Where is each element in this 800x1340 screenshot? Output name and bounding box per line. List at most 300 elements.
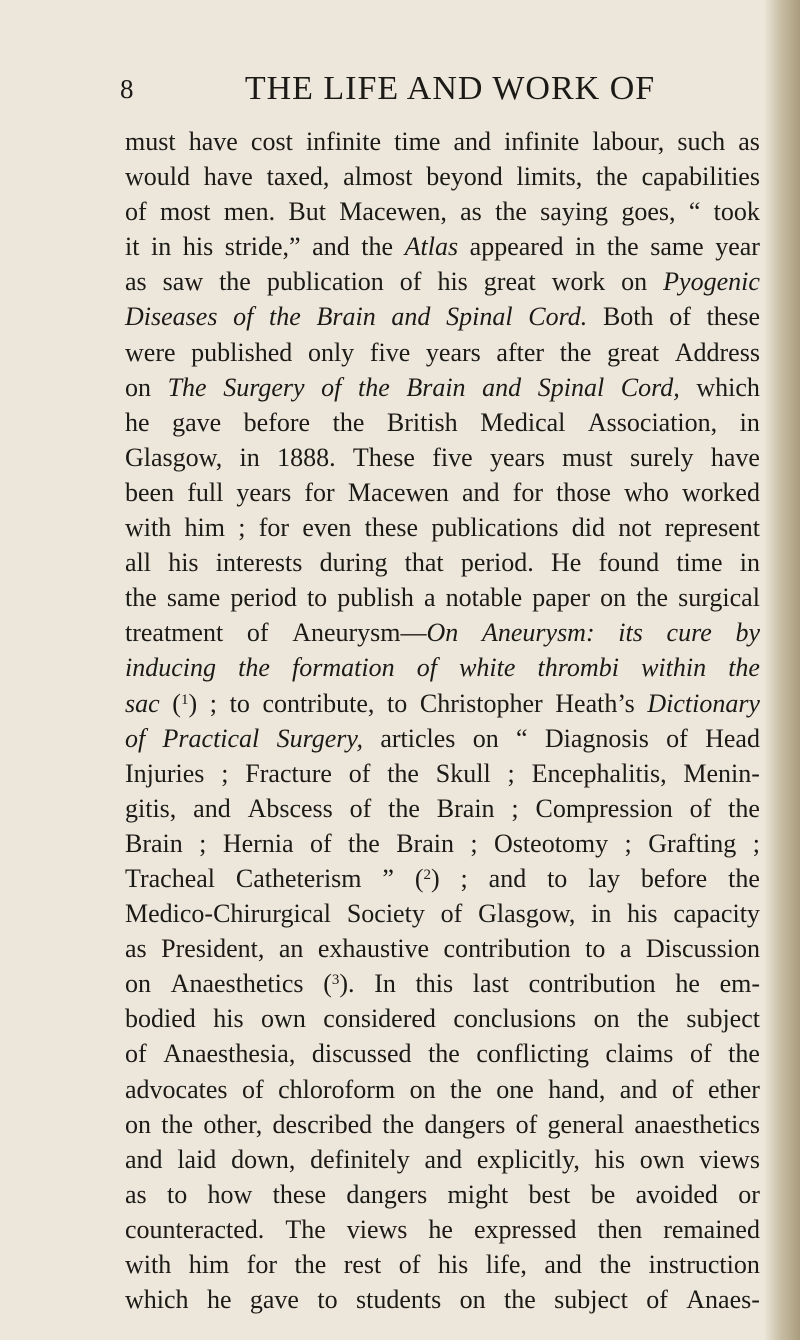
- word: [532, 580, 590, 615]
- word: [699, 1142, 760, 1177]
- text-line: [125, 1072, 760, 1107]
- word: [163, 264, 203, 299]
- word: [625, 826, 632, 861]
- word: [592, 124, 664, 159]
- word: [221, 756, 228, 791]
- text-fragment: during: [319, 548, 388, 578]
- text-fragment: Grafting: [648, 828, 737, 858]
- word: [208, 1177, 253, 1212]
- word: [151, 229, 171, 264]
- word: [125, 896, 331, 931]
- text-fragment: publication: [266, 267, 384, 297]
- text-fragment: the: [361, 232, 394, 262]
- text-fragment: considered: [323, 1004, 436, 1034]
- word: [172, 405, 221, 440]
- word: [496, 335, 544, 370]
- word: [279, 931, 304, 966]
- text-fragment: ;: [460, 863, 468, 893]
- word: [508, 756, 515, 791]
- word: [193, 791, 231, 826]
- page-number: 8: [120, 74, 134, 104]
- word: [607, 335, 659, 370]
- word: [348, 475, 449, 510]
- word: [125, 580, 157, 615]
- word: [277, 721, 363, 756]
- text-fragment: how: [207, 1179, 253, 1209]
- word: [125, 931, 147, 966]
- word: [304, 475, 334, 510]
- text-fragment: period.: [460, 548, 534, 578]
- text-fragment: must: [562, 442, 613, 472]
- text-fragment: remained: [663, 1214, 760, 1244]
- text-fragment: paper: [532, 583, 591, 613]
- text-fragment: his: [437, 267, 468, 297]
- word: [618, 510, 651, 545]
- word: [251, 124, 293, 159]
- word: [238, 510, 245, 545]
- text-line: [125, 791, 760, 826]
- text-fragment: Encephalitis,: [531, 758, 667, 788]
- text-fragment: surgical: [678, 583, 760, 613]
- text-fragment: appeared: [469, 232, 564, 262]
- italic-text: Surgery,: [276, 723, 364, 753]
- italic-text: of: [416, 653, 437, 683]
- word: [269, 299, 301, 334]
- text-fragment: have: [188, 127, 238, 156]
- word: [477, 1142, 580, 1177]
- text-fragment: which: [696, 372, 760, 402]
- word: [504, 1282, 536, 1317]
- word: [728, 1036, 760, 1071]
- word: [125, 1247, 171, 1282]
- word: [273, 1177, 326, 1212]
- text-fragment: must: [125, 127, 176, 156]
- text-fragment: and: [462, 477, 500, 507]
- italic-text: Dictionary: [647, 688, 760, 718]
- text-fragment: on: [125, 372, 151, 402]
- text-fragment: stride,”: [224, 232, 301, 262]
- word: [231, 1142, 295, 1177]
- italic-text: Spinal: [446, 302, 513, 332]
- text-fragment: and: [312, 232, 350, 262]
- text-fragment: bodied: [125, 1004, 196, 1034]
- word: [125, 335, 176, 370]
- text-fragment: the: [125, 583, 157, 613]
- word: [244, 405, 310, 440]
- word: [470, 826, 477, 861]
- word: [647, 686, 760, 721]
- word: [416, 966, 454, 1001]
- text-fragment: on: [621, 267, 648, 297]
- text-fragment: years: [425, 337, 481, 367]
- word: [125, 791, 176, 826]
- word: [187, 475, 223, 510]
- word: [682, 475, 760, 510]
- word: [224, 194, 275, 229]
- word: [740, 405, 760, 440]
- word: [406, 370, 465, 405]
- text-fragment: to: [317, 1285, 338, 1315]
- word: [250, 1282, 299, 1317]
- italic-text: Surgery: [223, 372, 305, 402]
- word: [675, 966, 700, 1001]
- text-fragment: (: [172, 688, 181, 718]
- word: [223, 826, 294, 861]
- text-fragment: have: [203, 162, 253, 192]
- word: [474, 1212, 577, 1247]
- text-fragment: published: [191, 337, 293, 367]
- text-fragment: on: [409, 1074, 436, 1104]
- word: [513, 475, 543, 510]
- word: [683, 756, 760, 791]
- italic-text: the: [269, 302, 301, 332]
- word: [599, 1247, 631, 1282]
- text-fragment: own: [261, 1004, 306, 1034]
- word: [554, 1282, 628, 1317]
- word: [666, 721, 688, 756]
- text-fragment: his: [213, 1004, 244, 1034]
- text-fragment: British: [386, 407, 458, 437]
- text-fragment: and: [424, 1144, 463, 1174]
- word: [230, 580, 296, 615]
- word: [247, 1247, 277, 1282]
- italic-text: and: [391, 302, 431, 332]
- word: [476, 1036, 589, 1071]
- word: [420, 686, 543, 721]
- word: [708, 1072, 760, 1107]
- text-fragment: Glasgow,: [478, 899, 576, 929]
- text-fragment: exhaustive: [317, 934, 430, 964]
- word: [486, 1247, 527, 1282]
- word: [248, 791, 333, 826]
- text-fragment: and: [453, 127, 492, 156]
- text-fragment: most: [159, 197, 211, 227]
- text-fragment: the: [504, 1285, 536, 1315]
- text-fragment: gave: [249, 1285, 299, 1315]
- word: [545, 721, 649, 756]
- text-line: [125, 580, 760, 615]
- italic-text: within: [641, 653, 707, 683]
- text-fragment: Head: [705, 723, 760, 753]
- text-fragment: “: [515, 723, 528, 753]
- text-fragment: Medical: [480, 407, 566, 437]
- word: [125, 229, 139, 264]
- word: [318, 931, 429, 966]
- word: [711, 440, 760, 475]
- word: [436, 756, 491, 791]
- word: [391, 299, 430, 334]
- text-fragment: might: [447, 1179, 509, 1209]
- text-fragment: surely: [630, 442, 694, 472]
- word: [410, 1072, 436, 1107]
- word: [562, 440, 613, 475]
- word: [620, 1072, 658, 1107]
- word: [353, 440, 415, 475]
- text-fragment: the: [219, 267, 251, 297]
- italic-text: Atlas: [404, 232, 459, 262]
- word: [480, 405, 565, 440]
- text-fragment: be: [590, 1179, 616, 1209]
- text-fragment: dangers: [346, 1179, 428, 1209]
- text-fragment: which: [125, 1285, 189, 1315]
- text-fragment: infinite: [504, 127, 580, 156]
- word: [461, 861, 468, 896]
- word: [125, 299, 217, 334]
- text-fragment: the: [387, 758, 419, 788]
- word: [594, 1001, 620, 1036]
- word: [236, 475, 291, 510]
- text-fragment: did: [571, 513, 605, 543]
- word: [591, 1177, 616, 1212]
- word: [431, 510, 558, 545]
- word: [591, 896, 611, 931]
- word: [230, 686, 250, 721]
- word: [504, 124, 579, 159]
- text-fragment: labour,: [592, 127, 665, 156]
- text-fragment: (: [323, 969, 332, 999]
- text-fragment: in: [591, 899, 612, 929]
- text-fragment: saw: [162, 267, 204, 297]
- word: [125, 1107, 151, 1142]
- word: [405, 545, 444, 580]
- text-fragment: saying: [540, 197, 609, 227]
- word: [349, 756, 371, 791]
- word: [640, 1142, 685, 1177]
- word: [428, 1036, 460, 1071]
- text-fragment: and: [488, 863, 527, 893]
- text-fragment: before: [640, 863, 708, 893]
- word: [259, 510, 289, 545]
- text-line: [125, 545, 760, 580]
- text-fragment: Osteotomy: [494, 828, 609, 858]
- text-fragment: the: [596, 162, 628, 192]
- word: [247, 615, 269, 650]
- word: [125, 264, 147, 299]
- word: [415, 861, 440, 896]
- text-fragment: Heath’s: [555, 688, 635, 718]
- word: [273, 1107, 373, 1142]
- text-fragment: last: [472, 969, 509, 999]
- italic-text: Diseases: [125, 302, 218, 332]
- text-fragment: who: [624, 477, 669, 507]
- text-fragment: years: [489, 442, 545, 472]
- text-fragment: He: [550, 548, 582, 578]
- word: [374, 966, 396, 1001]
- text-fragment: discussed: [311, 1039, 412, 1069]
- word: [424, 1107, 505, 1142]
- text-fragment: explicitly,: [476, 1144, 580, 1174]
- text-fragment: the: [294, 1250, 327, 1279]
- italic-text: the: [728, 653, 760, 683]
- text-line: [125, 299, 760, 334]
- word: [125, 1177, 147, 1212]
- word: [278, 1072, 395, 1107]
- word: [595, 1142, 625, 1177]
- text-fragment: Macewen: [347, 477, 449, 507]
- word: [575, 229, 595, 264]
- text-fragment: for: [304, 477, 335, 507]
- word: [618, 615, 643, 650]
- word: [125, 440, 222, 475]
- word: [207, 1282, 232, 1317]
- text-fragment: In: [374, 969, 396, 999]
- text-line: [125, 861, 760, 896]
- word: [171, 966, 304, 1001]
- word: [689, 194, 701, 229]
- text-fragment: worked: [681, 477, 760, 507]
- text-fragment: definitely: [310, 1144, 410, 1174]
- word: [603, 299, 654, 334]
- word: [125, 1142, 163, 1177]
- word: [453, 1001, 576, 1036]
- word: [172, 686, 197, 721]
- text-line: [125, 896, 760, 931]
- word: [346, 1177, 427, 1212]
- word: [473, 966, 509, 1001]
- text-fragment: best: [528, 1179, 571, 1209]
- italic-text: Spinal: [537, 372, 605, 402]
- text-fragment: contribute,: [262, 688, 375, 718]
- word: [125, 124, 176, 159]
- text-fragment: he: [428, 1214, 453, 1244]
- word: [317, 299, 376, 334]
- word: [516, 1107, 538, 1142]
- text-fragment: after: [496, 337, 545, 367]
- italic-text: inducing: [125, 653, 216, 683]
- text-fragment: ).: [339, 969, 355, 999]
- word: [596, 159, 628, 194]
- text-line: [125, 1036, 760, 1071]
- word: [199, 826, 206, 861]
- text-fragment: Brain: [436, 793, 495, 823]
- text-fragment: ether: [707, 1074, 760, 1104]
- word: [323, 966, 354, 1001]
- text-fragment: capabilities: [641, 162, 760, 192]
- word: [125, 615, 223, 650]
- text-line: [125, 159, 760, 194]
- text-fragment: would: [125, 162, 190, 192]
- text-fragment: it: [125, 232, 140, 262]
- text-line: [125, 756, 760, 791]
- text-fragment: the: [728, 793, 760, 823]
- word: [160, 194, 211, 229]
- text-fragment: these: [272, 1179, 327, 1209]
- text-fragment: the: [728, 1039, 760, 1069]
- text-fragment: same: [650, 232, 704, 262]
- word: [735, 615, 760, 650]
- word: [715, 229, 760, 264]
- word: [437, 264, 467, 299]
- word: [551, 545, 581, 580]
- word: [292, 615, 458, 650]
- text-fragment: his: [594, 1144, 625, 1174]
- text-fragment: in: [739, 407, 760, 437]
- word: [461, 545, 534, 580]
- text-fragment: men.: [223, 197, 276, 227]
- text-fragment: were: [125, 337, 176, 367]
- italic-text: Brain: [406, 372, 466, 402]
- text-fragment: limits,: [516, 162, 583, 192]
- text-fragment: in: [739, 548, 760, 578]
- word: [333, 405, 365, 440]
- text-line: [125, 615, 760, 650]
- word: [267, 159, 330, 194]
- text-fragment: the: [606, 232, 639, 262]
- text-fragment: on: [459, 1285, 486, 1315]
- text-fragment: Diagnosis: [544, 723, 649, 753]
- word: [125, 756, 204, 791]
- word: [548, 1107, 625, 1142]
- text-fragment: year: [715, 232, 760, 262]
- word: [707, 299, 760, 334]
- text-fragment: Discussion: [645, 934, 760, 964]
- word: [417, 650, 437, 685]
- word: [125, 1282, 189, 1317]
- text-fragment: a: [619, 934, 632, 964]
- word: [667, 615, 712, 650]
- italic-text: of: [125, 723, 146, 753]
- text-fragment: and: [125, 1144, 163, 1174]
- word: [424, 580, 436, 615]
- word: [696, 370, 760, 405]
- text-line: [125, 1247, 760, 1282]
- text-fragment: he: [206, 1285, 232, 1315]
- word: [641, 650, 706, 685]
- word: [690, 791, 712, 826]
- word: [382, 861, 394, 896]
- text-fragment: advocates: [125, 1074, 228, 1104]
- word: [312, 1036, 412, 1071]
- word: [267, 264, 384, 299]
- word: [438, 1247, 468, 1282]
- text-fragment: laid: [177, 1144, 217, 1174]
- word: [348, 826, 380, 861]
- text-fragment: before: [243, 407, 311, 437]
- word: [233, 299, 253, 334]
- text-fragment: or: [738, 1179, 760, 1209]
- text-fragment: even: [302, 513, 352, 543]
- word: [428, 1212, 453, 1247]
- word: [669, 299, 691, 334]
- word: [125, 545, 151, 580]
- word: [621, 370, 680, 405]
- text-fragment: for: [258, 513, 290, 543]
- word: [665, 510, 760, 545]
- word: [556, 475, 611, 510]
- italic-text: formation: [292, 653, 395, 683]
- word: [636, 580, 668, 615]
- word: [343, 159, 412, 194]
- text-fragment: counteracted.: [125, 1214, 265, 1244]
- word: [637, 1001, 669, 1036]
- text-fragment: that: [404, 548, 444, 578]
- word: [426, 159, 503, 194]
- text-fragment: views: [699, 1144, 760, 1174]
- word: [642, 159, 760, 194]
- text-fragment: instruction: [648, 1250, 760, 1279]
- footnote-ref: 1: [180, 691, 189, 708]
- text-fragment: of: [125, 1039, 147, 1069]
- word: [728, 791, 760, 826]
- text-fragment: in: [575, 232, 596, 262]
- text-fragment: publish: [337, 583, 414, 613]
- word: [607, 229, 639, 264]
- italic-text: Cord,: [620, 372, 680, 402]
- text-fragment: expressed: [473, 1214, 577, 1244]
- word: [125, 861, 215, 896]
- text-line: [125, 1282, 760, 1317]
- text-fragment: as: [460, 197, 482, 227]
